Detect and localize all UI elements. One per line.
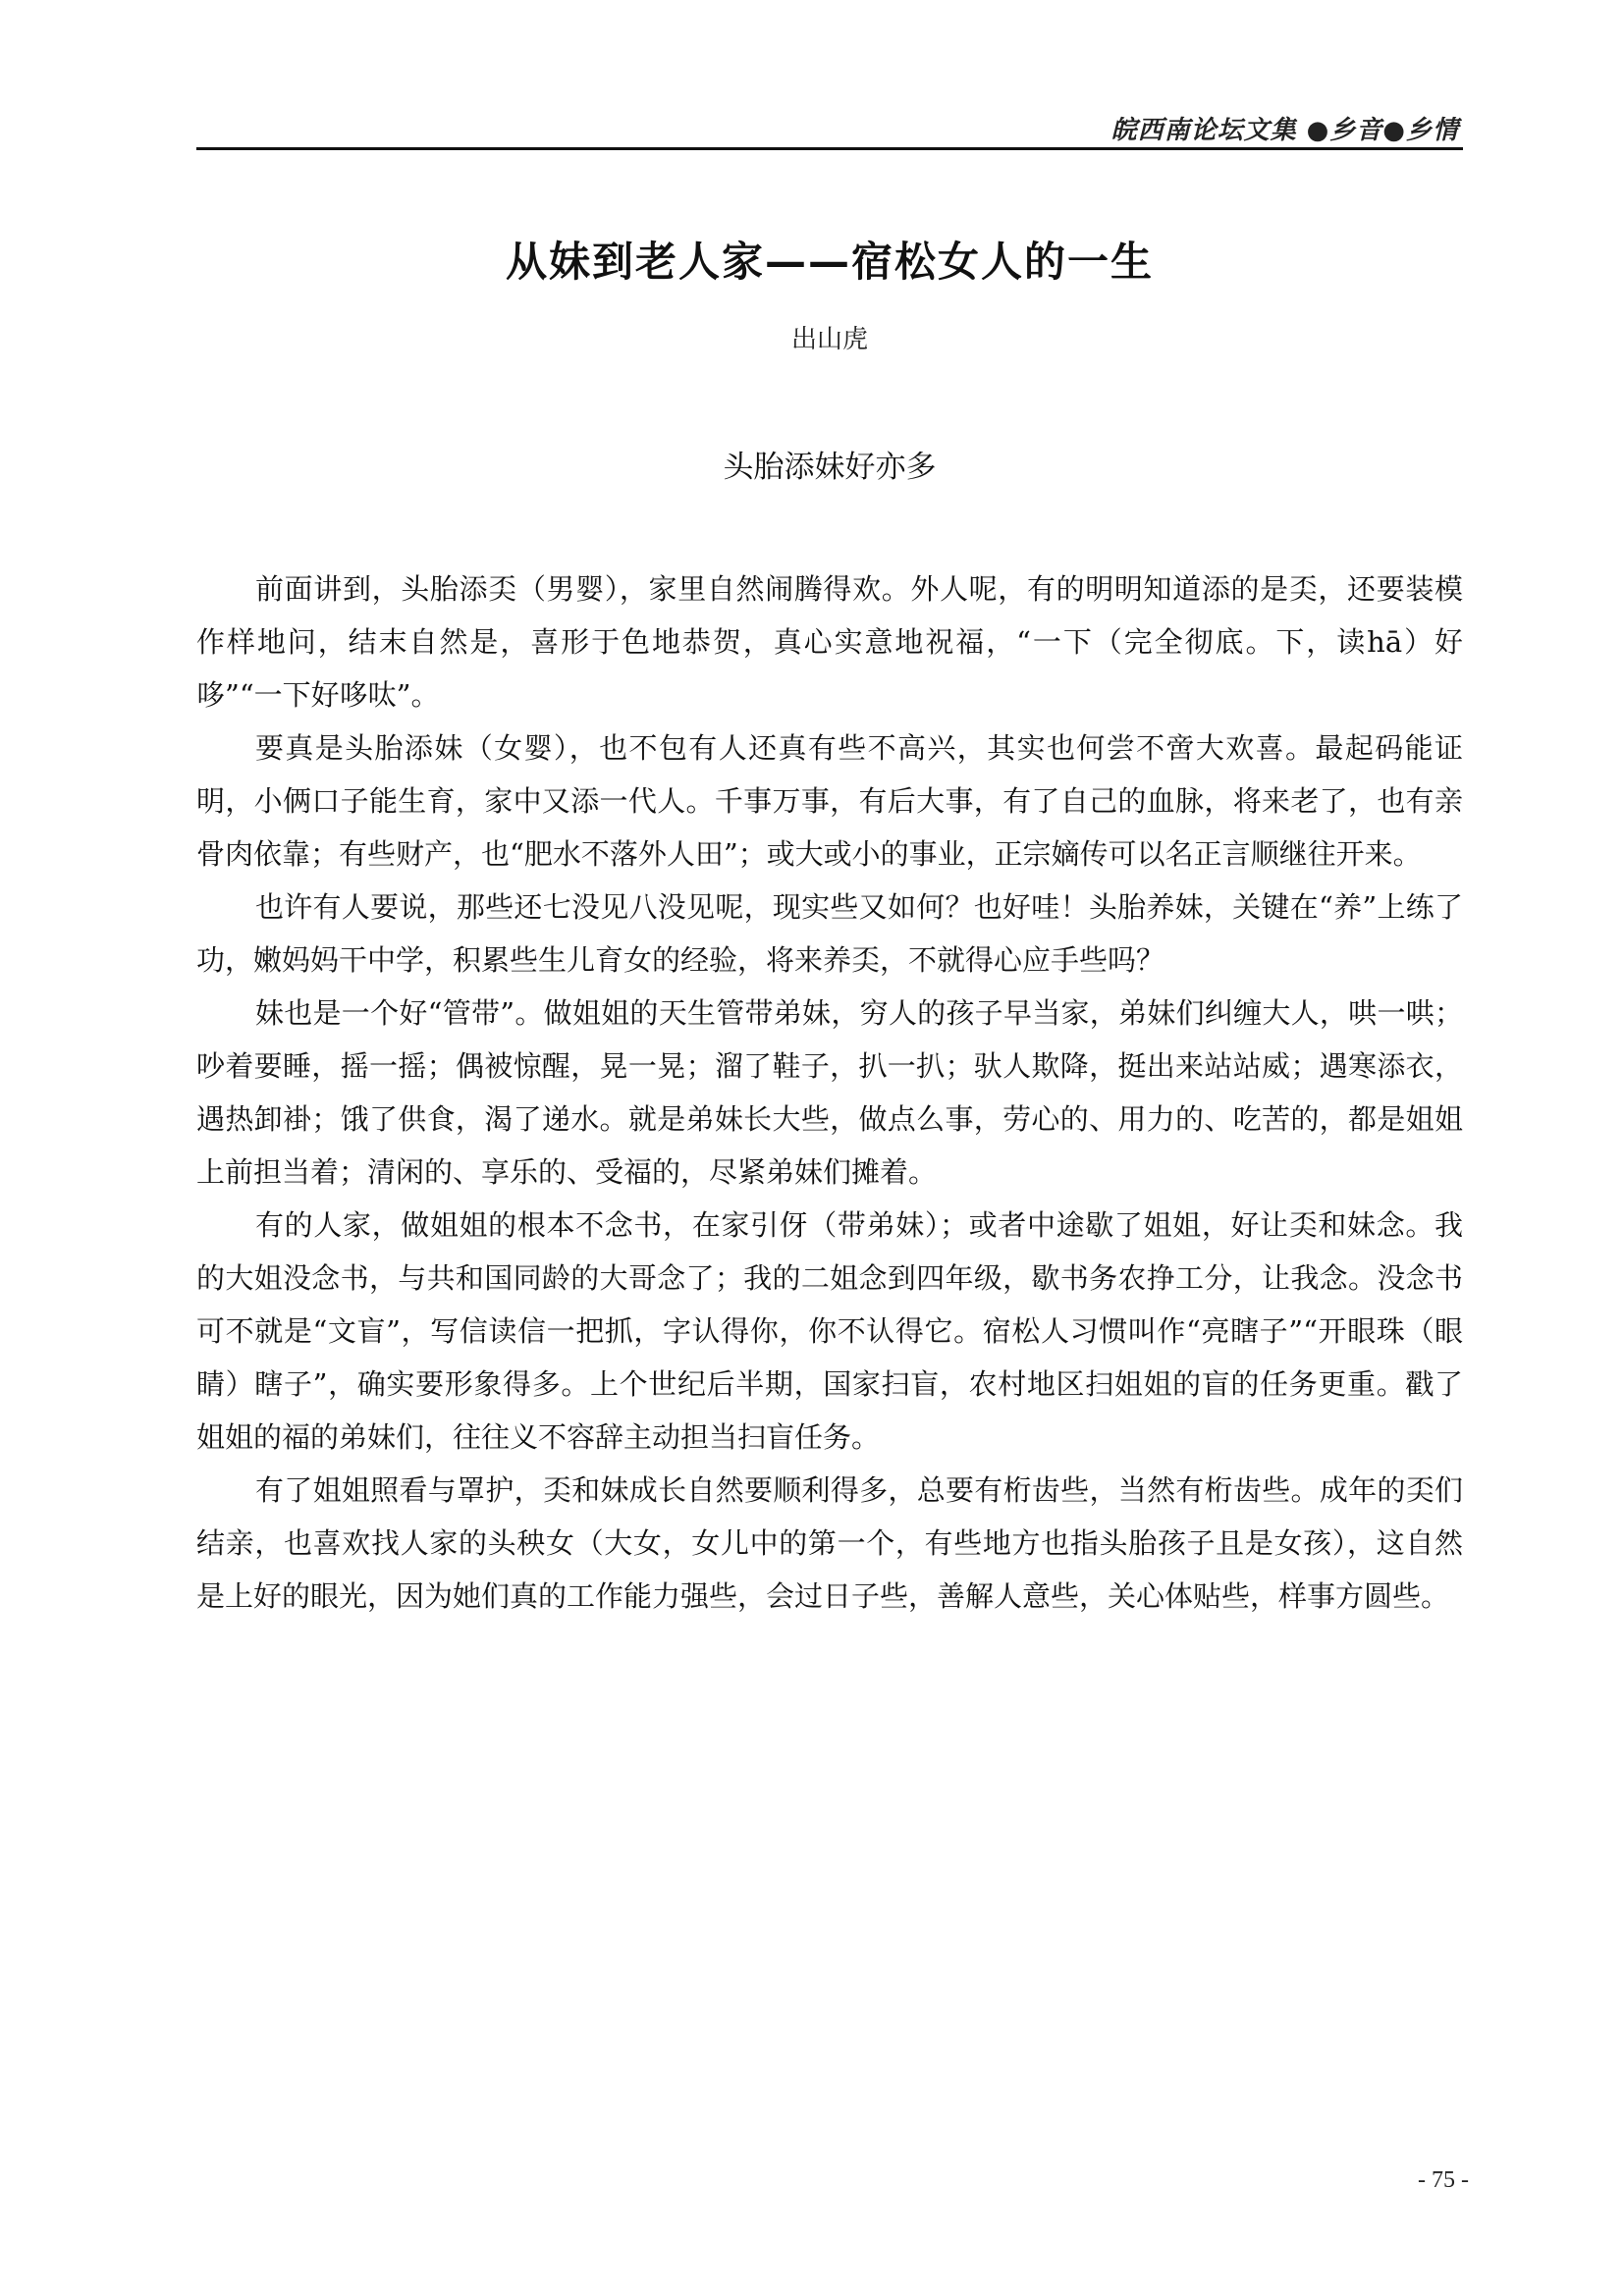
paragraph: 有的人家，做姐姐的根本不念书，在家引伢（带弟妹）；或者中途歇了姐姐，好让奀和妹念。我的大姐没念书，与共和国同龄的大哥念了；我的二姐念到四年级，歇书务农挣工分，让我念。没念书可不就是“文盲”，写信读信一把抓，字认得你，你不认得它。宿松人习惯叫作“亮瞎子”“开眼珠（眼睛）瞎子”，确实要形象得多。上个世纪后半期，国家扫盲，农村地区扫姐姐的盲的任务更重。戳了姐姐的福的弟妹们，往往义不容辞主动担当扫盲任务。 [196,1208,1463,1454]
paragraph: 要真是头胎添妹（女婴），也不包有人还真有些不高兴，其实也何尝不啻大欢喜。最起码能证明，小俩口子能生育，家中又添一代人。千事万事，有后大事，有了自己的血脉，将来老了，也有亲骨肉依靠；有些财产，也“肥水不落外人田”；或大或小的事业，正宗嫡传可以名正言顺继往开来。 [196,731,1463,871]
running-header: 皖西南论坛文集 ●乡音●乡情 [1110,116,1459,145]
article-author: 出山虎 [790,325,868,354]
page-number: - 75 - [1418,2167,1469,2193]
section-heading: 头胎添妹好亦多 [723,450,937,485]
paragraph: 妹也是一个好“管带”。做姐姐的天生管带弟妹，穷人的孩子早当家，弟妹们纠缠大人，哄一哄；吵着要睡，摇一摇；偶被惊醒，晃一晃；溜了鞋子，扒一扒；驮人欺降，挺出来站站威；遇寒添衣，遇热卸褂；饿了供食，渴了递水。就是弟妹长大些，做点么事，劳心的、用力的、吃苦的，都是姐姐上前担当着；清闲的、享乐的、受福的，尽紧弟妹们摊着。 [196,996,1463,1189]
article-body [196,562,1463,1623]
paragraph: 也许有人要说，那些还七没见八没见呢，现实些又如何？也好哇！头胎养妹，关键在“养”上练了功，嫩妈妈干中学，积累些生儿育女的经验，将来养奀，不就得心应手些吗？ [196,890,1463,977]
paragraph: 有了姐姐照看与罩护，奀和妹成长自然要顺利得多，总要有桁齿些，当然有桁齿些。成年的奀们结亲，也喜欢找人家的头秧女（大女，女儿中的第一个，有些地方也指头胎孩子且是女孩），这自然是上好的眼光，因为她们真的工作能力强些，会过日子些，善解人意些，关心体贴些，样事方圆些。 [196,1473,1463,1613]
header-rule [196,147,1463,150]
article-title: 从妹到老人家——宿松女人的一生 [505,238,1154,286]
paragraph: 前面讲到，头胎添奀（男婴），家里自然闹腾得欢。外人呢，有的明明知道添的是奀，还要装模作样地问，结末自然是，喜形于色地恭贺，真心实意地祝福，“一下（完全彻底。下，读hā）好哆”“一下好哆呔”。 [196,572,1463,712]
